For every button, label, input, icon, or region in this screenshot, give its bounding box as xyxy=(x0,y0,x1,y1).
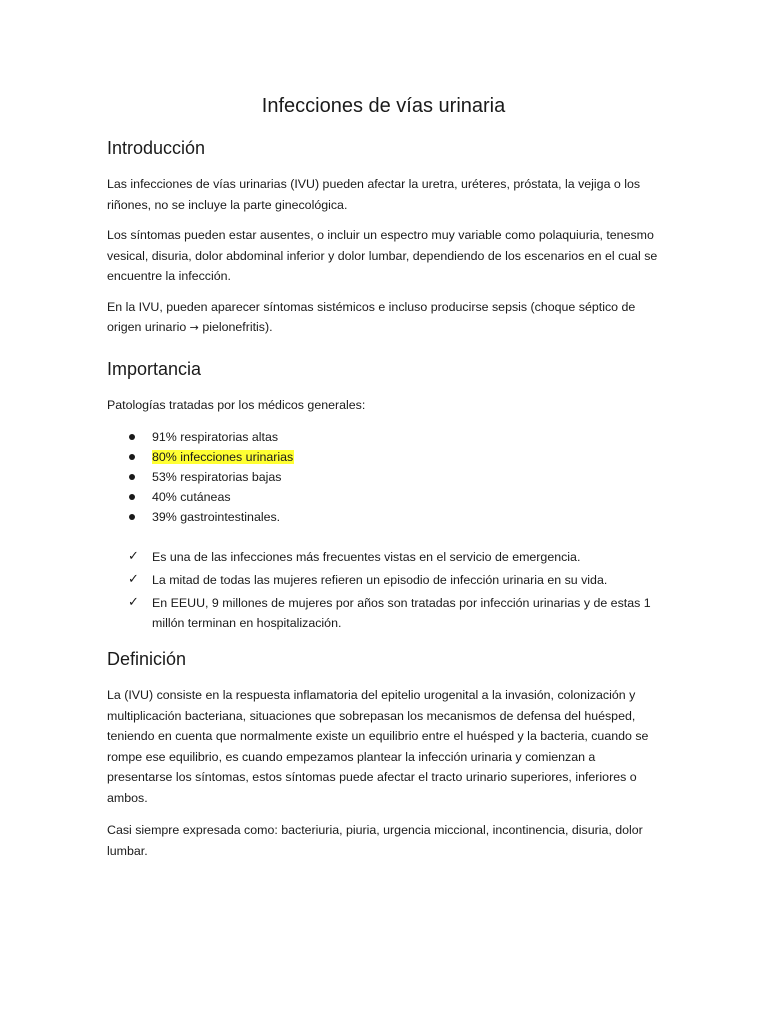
bullet-icon xyxy=(129,474,135,480)
bullet-icon xyxy=(129,434,135,440)
check-item xyxy=(107,547,660,567)
check-icon: ✓ xyxy=(128,572,139,587)
right-arrow-icon: → xyxy=(189,321,199,334)
heading-introduccion: Introducción xyxy=(107,138,206,158)
check-item-text: La mitad de todas las mujeres refieren un episodio de infección urinaria en su vida. xyxy=(152,573,608,587)
list-item xyxy=(107,427,660,447)
list-item-text: 91% respiratorias altas xyxy=(152,430,279,444)
list-item-text: 80% infecciones urinarias xyxy=(152,450,294,464)
check-icon: ✓ xyxy=(128,549,139,564)
intro-paragraph-2: Los síntomas pueden estar ausentes, o incluir un espectro muy variable como polaquiuria, tenesmo vesical, disuria, dolor abdominal inferior y dolor lumbar, dependiendo de los escenarios en el cual se encuentre la infección. xyxy=(107,228,658,283)
intro-paragraph-3-start: En la IVU, pueden aparecer síntomas sistémicos e incluso producirse sepsis (choque séptico de origen urinario xyxy=(107,299,636,334)
list-item-text: 39% gastrointestinales. xyxy=(152,510,281,524)
check-item xyxy=(107,570,660,590)
intro-paragraph-1: Las infecciones de vías urinarias (IVU) pueden afectar la uretra, uréteres, próstata, la vejiga o los riñones, no se incluye la parte ginecológica. xyxy=(107,177,641,212)
heading-definicion: Definición xyxy=(107,649,187,669)
bullet-icon xyxy=(129,494,135,500)
list-item xyxy=(107,507,660,527)
highlight-mark xyxy=(152,450,294,464)
check-item xyxy=(107,593,660,633)
check-item-text: En EEUU, 9 millones de mujeres por años son tratadas por infección urinarias y de estas 1 millón terminan en hospitalización. xyxy=(152,596,651,630)
definition-paragraph-1: La (IVU) consiste en la respuesta inflamatoria del epitelio urogenital a la invasión, colonización y multiplicación bacteriana, situaciones que sobrepasan los mecanismos de defensa del huésped, teniendo en cuenta que normalmente existe un equilibrio entre el huésped y la bacteria, cuando se rompe ese equilibrio, es cuando empezamos plantear la infección urinaria y comienzan a presentarse los síntomas, estos síntomas puede afectar el tracto urinario superiores, inferiores o ambos. xyxy=(107,688,649,805)
list-item-text: 40% cutáneas xyxy=(152,490,231,504)
document-title: Infecciones de vías urinaria xyxy=(261,95,506,117)
statistics-list xyxy=(107,427,660,527)
bullet-icon xyxy=(129,514,135,520)
list-item-highlighted xyxy=(107,447,660,467)
list-item xyxy=(107,487,660,507)
heading-importancia: Importancia xyxy=(107,358,202,379)
check-item-text: Es una de las infecciones más frecuentes vistas en el servicio de emergencia. xyxy=(152,550,581,564)
intro-paragraph-3 xyxy=(107,297,660,339)
facts-checklist xyxy=(107,547,660,633)
definition-paragraph-2: Casi siempre expresada como: bacteriuria, piuria, urgencia miccional, incontinencia, disuria, dolor lumbar. xyxy=(107,823,643,858)
importance-lead: Patologías tratadas por los médicos generales: xyxy=(107,397,366,412)
list-item-text: 53% respiratorias bajas xyxy=(152,470,282,484)
list-item xyxy=(107,467,660,487)
check-icon: ✓ xyxy=(128,595,139,610)
bullet-icon xyxy=(129,454,135,460)
intro-paragraph-3-end: pielonefritis). xyxy=(198,320,273,334)
